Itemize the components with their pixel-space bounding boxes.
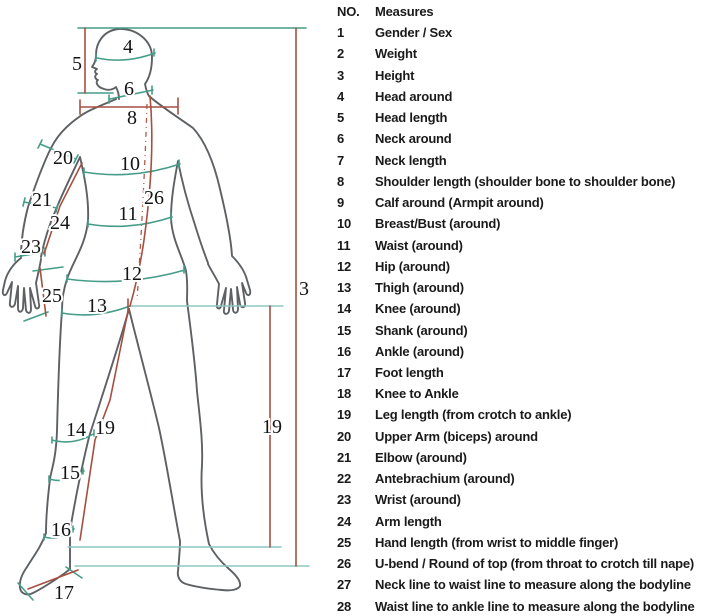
table-row bbox=[330, 171, 720, 192]
table-row bbox=[330, 341, 720, 362]
row-label: Weight bbox=[375, 46, 417, 62]
row-number: 6 bbox=[337, 131, 345, 147]
figure-label-head-length: 5 bbox=[72, 53, 82, 75]
table-row bbox=[330, 383, 720, 404]
row-number: 7 bbox=[337, 152, 345, 168]
row-number: 17 bbox=[337, 364, 352, 380]
table-row bbox=[330, 362, 720, 383]
row-number: 28 bbox=[337, 598, 352, 614]
figure-label-hip: 12 bbox=[122, 263, 142, 285]
table-row bbox=[330, 298, 720, 319]
table-row bbox=[330, 596, 720, 616]
row-number: 24 bbox=[337, 513, 352, 529]
figure-label-leg-length-right: 19 bbox=[262, 416, 282, 438]
row-label: Shoulder length (shoulder bone to shoulder bone) bbox=[375, 173, 676, 189]
table-row bbox=[330, 320, 720, 341]
table-row bbox=[330, 553, 720, 574]
figure-label-shank: 15 bbox=[60, 462, 80, 484]
figure-label-u-bend: 26 bbox=[144, 187, 164, 209]
row-label: Gender / Sex bbox=[375, 25, 453, 41]
row-label: Calf around (Armpit around) bbox=[375, 195, 544, 211]
row-label: Arm length bbox=[375, 513, 442, 529]
row-label: U-bend / Round of top (from throat to crotch till nape) bbox=[375, 556, 695, 572]
table-row bbox=[330, 489, 720, 510]
row-label: Knee to Ankle bbox=[375, 386, 459, 402]
row-number: 10 bbox=[337, 216, 352, 232]
figure-label-neck-around: 6 bbox=[124, 78, 134, 100]
row-number: 27 bbox=[337, 577, 352, 593]
row-label: Neck line to waist line to measure along the bodyline bbox=[375, 577, 691, 593]
figure-label-head-around: 4 bbox=[123, 36, 133, 58]
row-number: 26 bbox=[337, 556, 352, 572]
row-number: 21 bbox=[337, 449, 352, 465]
row-number: 15 bbox=[337, 322, 352, 338]
hand-length-top-tick bbox=[33, 267, 63, 271]
row-number: 2 bbox=[337, 46, 345, 62]
figure-label-shoulder: 8 bbox=[127, 107, 137, 129]
figure-label-chest: 10 bbox=[120, 153, 140, 175]
table-row bbox=[330, 150, 720, 171]
row-label: Shank (around) bbox=[375, 322, 468, 338]
right-shoulder-arm-outer-hand bbox=[149, 96, 250, 314]
row-number: 8 bbox=[337, 173, 345, 189]
table-row bbox=[330, 128, 720, 149]
row-label: Leg length (from crotch to ankle) bbox=[375, 407, 572, 423]
figure-label-elbow: 21 bbox=[32, 189, 52, 211]
measures-list bbox=[330, 1, 720, 616]
figure-label-waist: 11 bbox=[118, 203, 138, 225]
row-label: Head length bbox=[375, 110, 448, 126]
row-number: 12 bbox=[337, 258, 352, 274]
right-arm-inner-torso-right-leg bbox=[171, 161, 240, 590]
row-label: Waist (around) bbox=[375, 237, 463, 253]
figure-label-thigh: 13 bbox=[87, 295, 107, 317]
table-row bbox=[330, 468, 720, 489]
row-label: Thigh (around) bbox=[375, 280, 464, 296]
table-row bbox=[330, 574, 720, 595]
figure-label-wrist: 23 bbox=[21, 236, 41, 258]
row-number: 11 bbox=[337, 237, 351, 253]
row-number: 20 bbox=[337, 428, 352, 444]
row-number: 4 bbox=[337, 88, 345, 104]
table-row bbox=[330, 86, 720, 107]
row-number: 16 bbox=[337, 343, 352, 359]
row-label: Hand length (from wrist to middle finger) bbox=[375, 534, 619, 550]
row-number: 25 bbox=[337, 534, 352, 550]
row-label: Neck length bbox=[375, 152, 447, 168]
figure-label-hand-length: 25 bbox=[42, 285, 62, 307]
table-row bbox=[330, 107, 720, 128]
row-number: 3 bbox=[337, 67, 345, 83]
body-measurement-diagram bbox=[0, 0, 330, 616]
table-row bbox=[330, 192, 720, 213]
figure-label-height: 3 bbox=[299, 278, 309, 300]
figure-label-upper-arm: 20 bbox=[53, 147, 73, 169]
header-measures: Measures bbox=[375, 4, 434, 19]
row-label: Knee (around) bbox=[375, 301, 461, 317]
row-label: Upper Arm (biceps) around bbox=[375, 428, 538, 444]
row-label: Elbow (around) bbox=[375, 449, 467, 465]
table-row bbox=[330, 277, 720, 298]
figure-label-foot: 17 bbox=[54, 582, 74, 604]
table-header bbox=[330, 1, 720, 22]
row-label: Waist line to ankle line to measure along the bodyline bbox=[375, 598, 695, 614]
row-label: Foot length bbox=[375, 364, 444, 380]
row-number: 23 bbox=[337, 492, 352, 508]
row-number: 14 bbox=[337, 301, 352, 317]
row-number: 9 bbox=[337, 195, 345, 211]
figure-label-arm-length: 24 bbox=[50, 212, 70, 234]
left-hand bbox=[3, 258, 41, 313]
table-row bbox=[330, 213, 720, 234]
table-row bbox=[330, 65, 720, 86]
row-number: 19 bbox=[337, 407, 352, 423]
row-label: Neck around bbox=[375, 131, 452, 147]
row-label: Ankle (around) bbox=[375, 343, 464, 359]
row-number: 13 bbox=[337, 280, 352, 296]
figure-label-knee: 14 bbox=[66, 419, 86, 441]
foot-length-toe-tick bbox=[66, 567, 82, 578]
row-label: Antebrachium (around) bbox=[375, 471, 515, 487]
row-number: 22 bbox=[337, 471, 352, 487]
head-face-outline bbox=[92, 29, 119, 99]
figure-label-ankle: 16 bbox=[51, 519, 71, 541]
row-label: Breast/Bust (around) bbox=[375, 216, 501, 232]
row-label: Wrist (around) bbox=[375, 492, 461, 508]
row-label: Head around bbox=[375, 88, 453, 104]
table-row bbox=[330, 43, 720, 64]
right-leg-inner bbox=[129, 309, 180, 541]
figure-label-leg-length-left: 19 bbox=[95, 417, 115, 439]
table-row bbox=[330, 235, 720, 256]
table-row bbox=[330, 426, 720, 447]
table-row bbox=[330, 511, 720, 532]
row-number: 5 bbox=[337, 110, 345, 126]
table-row bbox=[330, 447, 720, 468]
row-label: Height bbox=[375, 67, 415, 83]
header-no: NO. bbox=[337, 4, 360, 19]
row-label: Hip (around) bbox=[375, 258, 450, 274]
table-row bbox=[330, 532, 720, 553]
table-row bbox=[330, 22, 720, 43]
table-row bbox=[330, 256, 720, 277]
row-number: 18 bbox=[337, 386, 352, 402]
table-row bbox=[330, 404, 720, 425]
row-number: 1 bbox=[337, 25, 345, 41]
